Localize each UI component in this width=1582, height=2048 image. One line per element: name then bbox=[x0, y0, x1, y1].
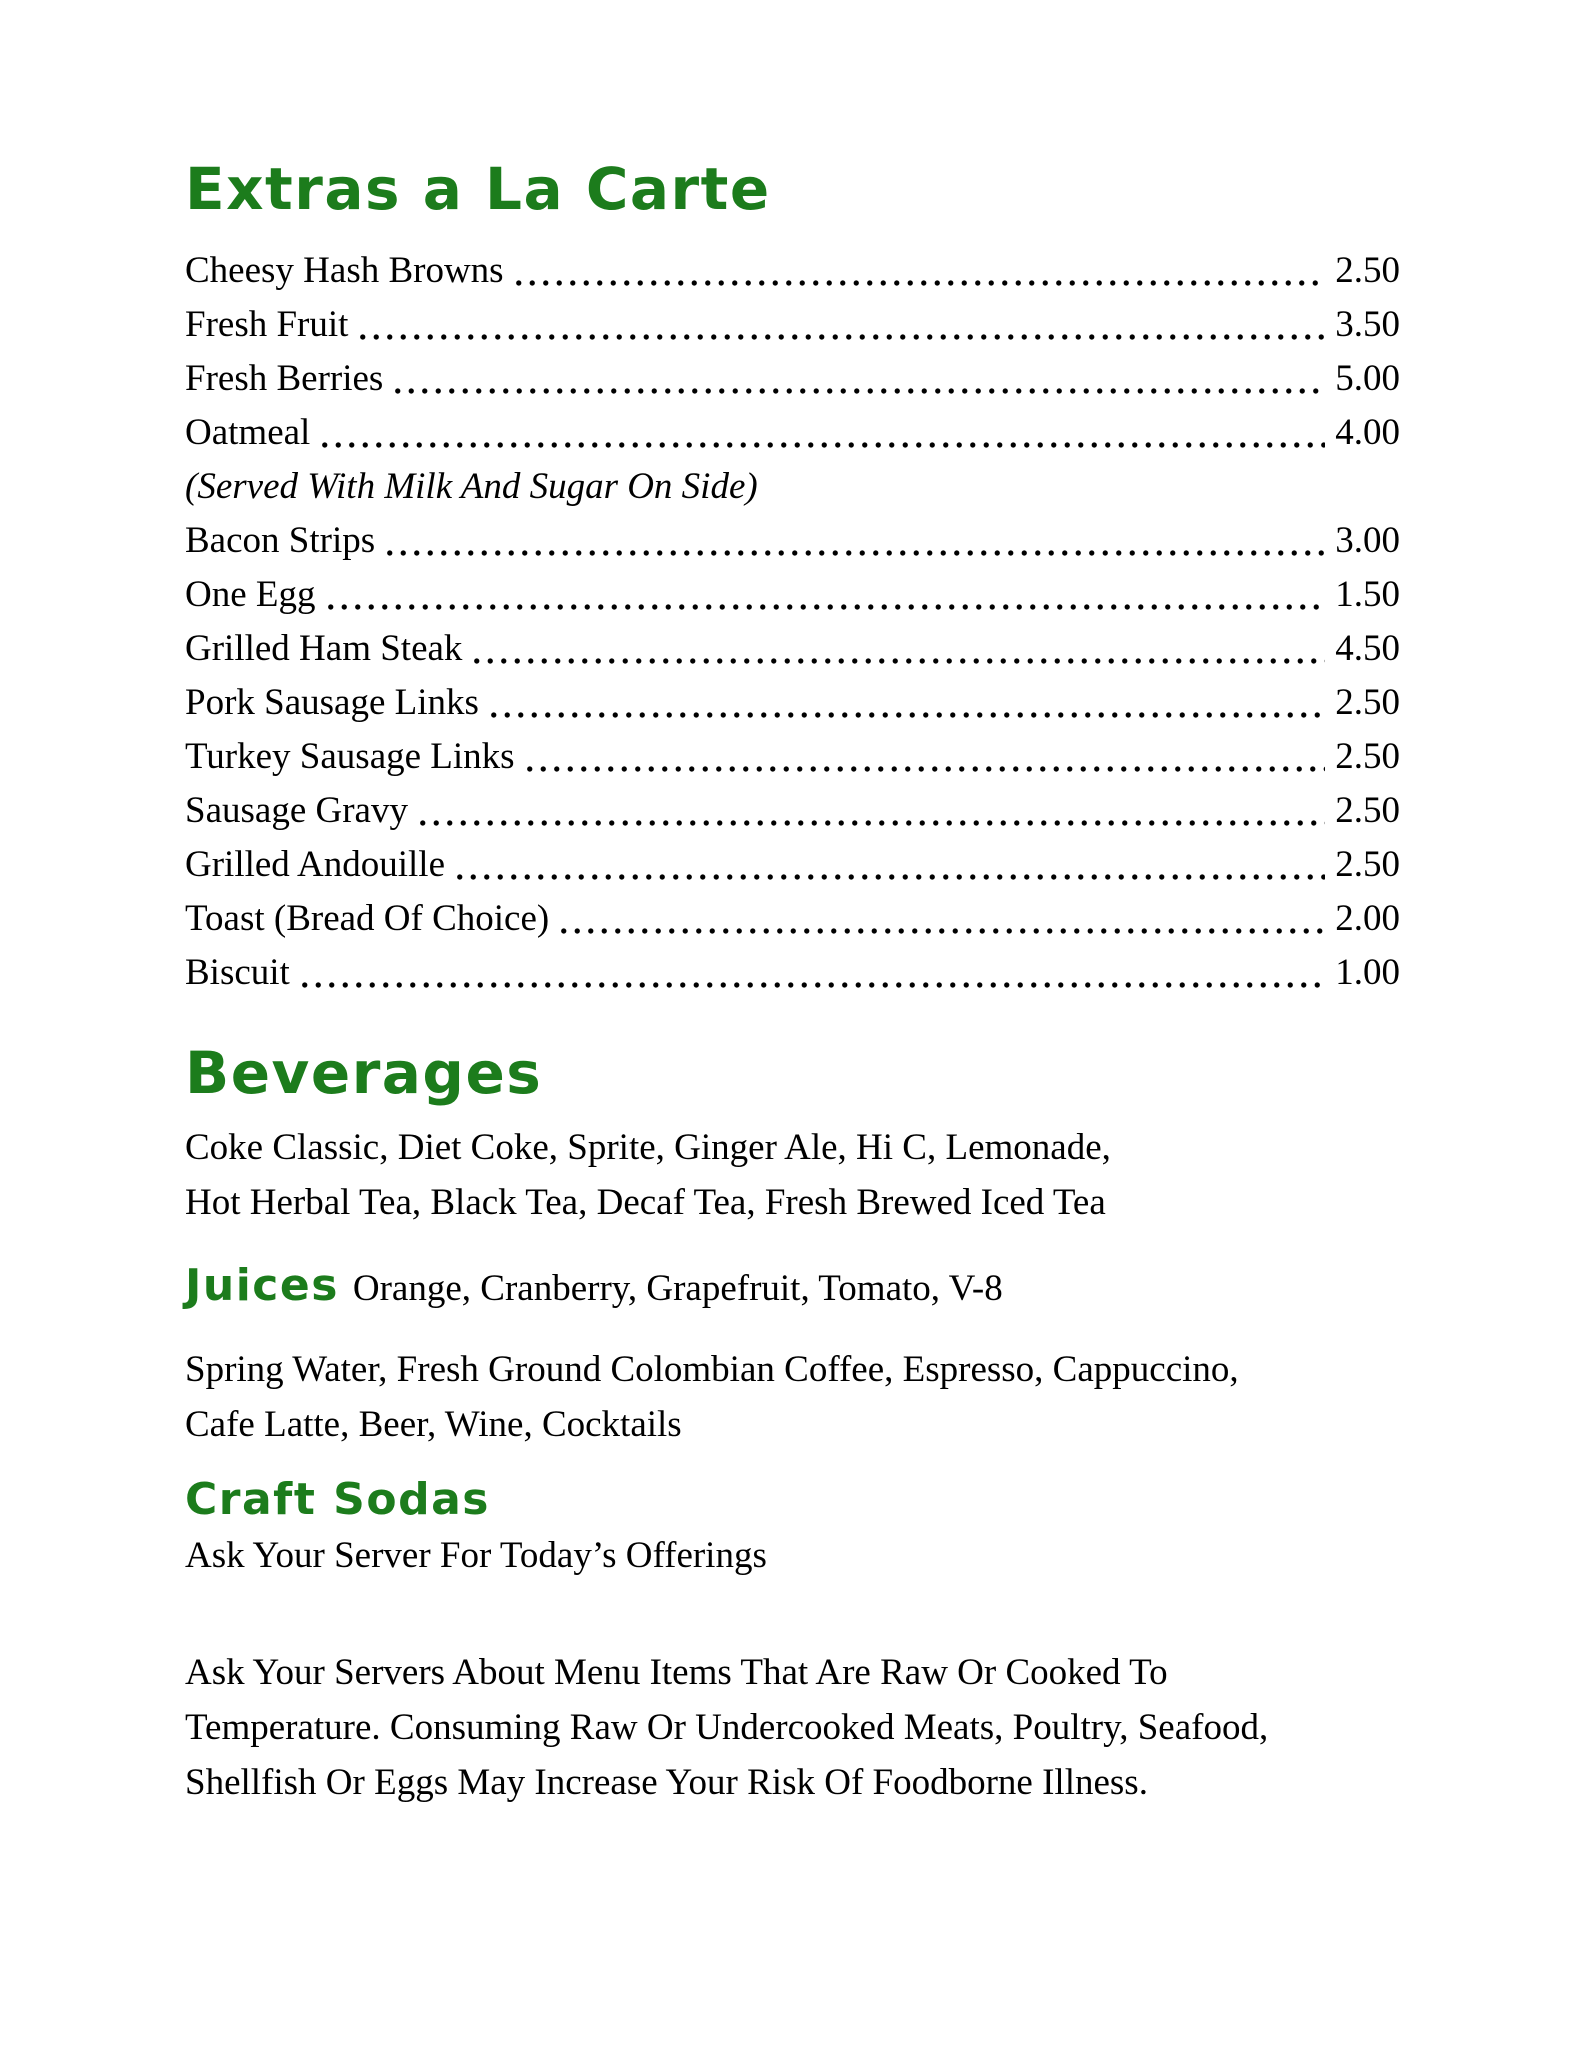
menu-item-row bbox=[185, 352, 1400, 406]
dot-leader bbox=[356, 334, 1325, 340]
juices-row bbox=[185, 1258, 1400, 1316]
item-name: Oatmeal bbox=[185, 412, 311, 453]
item-note-text: (Served With Milk And Sugar On Side) bbox=[185, 466, 758, 507]
disclaimer-line: Ask Your Servers About Menu Items That Are Raw Or Cooked To bbox=[185, 1652, 1168, 1693]
beverages-section bbox=[185, 1039, 1400, 1452]
menu-item-row bbox=[185, 568, 1400, 622]
dot-leader bbox=[383, 550, 1325, 556]
item-name: Grilled Ham Steak bbox=[185, 628, 463, 669]
item-name: Pork Sausage Links bbox=[185, 682, 479, 723]
item-price: 2.00 bbox=[1335, 898, 1400, 939]
item-price: 2.50 bbox=[1335, 736, 1400, 777]
dot-leader bbox=[470, 658, 1325, 664]
item-price: 3.50 bbox=[1335, 304, 1400, 345]
item-name: Toast (Bread Of Choice) bbox=[185, 898, 550, 939]
dot-leader bbox=[391, 388, 1325, 394]
other-beverages bbox=[185, 1342, 1400, 1452]
dot-leader bbox=[512, 280, 1326, 286]
extras-heading: Extras a La Carte bbox=[185, 155, 771, 223]
menu-item-row bbox=[185, 730, 1400, 784]
menu-item-row bbox=[185, 514, 1400, 568]
item-price: 2.50 bbox=[1335, 682, 1400, 723]
extras-section bbox=[185, 155, 1400, 1000]
item-price: 2.50 bbox=[1335, 790, 1400, 831]
item-name: Turkey Sausage Links bbox=[185, 736, 515, 777]
item-price: 4.00 bbox=[1335, 412, 1400, 453]
item-name: Sausage Gravy bbox=[185, 790, 408, 831]
other-beverages-line: Cafe Latte, Beer, Wine, Cocktails bbox=[185, 1404, 682, 1445]
item-price: 1.50 bbox=[1335, 574, 1400, 615]
beverages-line: Hot Herbal Tea, Black Tea, Decaf Tea, Fresh Brewed Iced Tea bbox=[185, 1182, 1106, 1223]
beverages-line: Coke Classic, Diet Coke, Sprite, Ginger Ale, Hi C, Lemonade, bbox=[185, 1127, 1111, 1168]
dot-leader bbox=[416, 820, 1325, 826]
extras-list bbox=[185, 244, 1400, 1000]
dot-leader bbox=[557, 928, 1325, 934]
disclaimer-section bbox=[185, 1645, 1400, 1810]
menu-item-row bbox=[185, 838, 1400, 892]
dot-leader bbox=[318, 442, 1325, 448]
craft-sodas-heading: Craft Sodas bbox=[185, 1474, 490, 1525]
item-name: Cheesy Hash Browns bbox=[185, 250, 504, 291]
craft-sodas-section bbox=[185, 1474, 1400, 1583]
item-price: 1.00 bbox=[1335, 952, 1400, 993]
item-name: Fresh Fruit bbox=[185, 304, 349, 345]
menu-item-row bbox=[185, 622, 1400, 676]
dot-leader bbox=[487, 712, 1325, 718]
juices-list: Orange, Cranberry, Grapefruit, Tomato, V-8 bbox=[352, 1268, 1003, 1309]
item-name: Fresh Berries bbox=[185, 358, 384, 399]
item-name: Grilled Andouille bbox=[185, 844, 445, 885]
menu-item-row bbox=[185, 946, 1400, 1000]
item-price: 5.00 bbox=[1335, 358, 1400, 399]
item-price: 3.00 bbox=[1335, 520, 1400, 561]
item-name: One Egg bbox=[185, 574, 316, 615]
craft-sodas-line: Ask Your Server For Today’s Offerings bbox=[185, 1535, 767, 1576]
menu-item-row bbox=[185, 244, 1400, 298]
menu-item-row bbox=[185, 406, 1400, 460]
disclaimer-line: Shellfish Or Eggs May Increase Your Risk Of Foodborne Illness. bbox=[185, 1762, 1148, 1803]
item-name: Biscuit bbox=[185, 952, 290, 993]
juices-heading: Juices bbox=[185, 1260, 339, 1311]
menu-item-row bbox=[185, 676, 1400, 730]
menu-item-row bbox=[185, 892, 1400, 946]
item-price: 2.50 bbox=[1335, 844, 1400, 885]
item-price: 4.50 bbox=[1335, 628, 1400, 669]
menu-item-row bbox=[185, 784, 1400, 838]
dot-leader bbox=[523, 766, 1326, 772]
dot-leader bbox=[298, 982, 1325, 988]
disclaimer-line: Temperature. Consuming Raw Or Undercooked Meats, Poultry, Seafood, bbox=[185, 1707, 1269, 1748]
dot-leader bbox=[453, 874, 1325, 880]
item-price: 2.50 bbox=[1335, 250, 1400, 291]
dot-leader bbox=[324, 604, 1326, 610]
menu-item-row bbox=[185, 298, 1400, 352]
item-name: Bacon Strips bbox=[185, 520, 376, 561]
menu-item-note bbox=[185, 460, 1400, 514]
beverages-heading: Beverages bbox=[185, 1039, 543, 1107]
other-beverages-line: Spring Water, Fresh Ground Colombian Coffee, Espresso, Cappuccino, bbox=[185, 1349, 1239, 1390]
